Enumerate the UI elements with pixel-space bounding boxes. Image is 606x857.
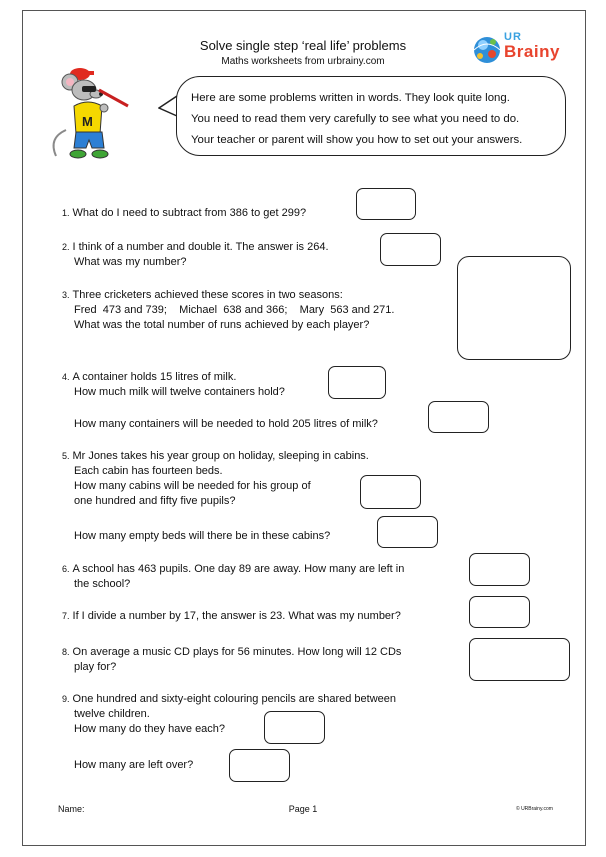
answer-box-2[interactable] <box>380 233 441 266</box>
question-6: 6. A school has 463 pupils. One day 89 are away. How many are left in the school? <box>62 563 405 590</box>
intro-speech-bubble <box>176 76 566 156</box>
question-9: 9. One hundred and sixty-eight colouring pencils are shared between twelve children. How many do they have each? <box>62 693 396 735</box>
answer-box-1[interactable] <box>356 188 416 220</box>
answer-box-8[interactable] <box>469 638 570 681</box>
logo-brainy: Brainy <box>504 42 560 61</box>
answer-box-5b[interactable] <box>377 516 438 548</box>
answer-box-4a[interactable] <box>328 366 386 399</box>
page-title: Solve single step ‘real life’ problems <box>199 38 407 53</box>
question-4-sub: How many containers will be needed to hold 205 litres of milk? <box>74 418 378 430</box>
name-label: Name: <box>58 804 85 814</box>
answer-box-9a[interactable] <box>264 711 325 744</box>
question-3: 3. Three cricketers achieved these scores in two seasons: Fred 473 and 739; Michael 638 and 366; Mary 563 and 271. What was the total number of runs achieved by each player? <box>62 289 395 331</box>
copyright: © URBrainy.com <box>516 806 553 812</box>
answer-box-4b[interactable] <box>428 401 489 433</box>
answer-box-3[interactable] <box>457 256 571 360</box>
speech-bubble-tail <box>158 94 178 124</box>
answer-box-7[interactable] <box>469 596 530 628</box>
question-5: 5. Mr Jones takes his year group on holiday, sleeping in cabins. Each cabin has fourteen beds. How many cabins will be needed for his group of one hundred and fifty five pupils? <box>62 450 369 507</box>
answer-box-5a[interactable] <box>360 475 421 509</box>
logo-ur: UR <box>504 31 522 43</box>
question-9-sub: How many are left over? <box>74 759 194 771</box>
question-4: 4. A container holds 15 litres of milk. How much milk will twelve containers hold? <box>62 371 285 398</box>
question-8: 8. On average a music CD plays for 56 minutes. How long will 12 CDs play for? <box>62 646 402 673</box>
answer-box-9b[interactable] <box>229 749 290 782</box>
answer-box-6[interactable] <box>469 553 530 586</box>
intro-line: Here are some problems written in words. They look quite long. <box>191 92 510 104</box>
question-1: 1. What do I need to subtract from 386 to get 299? <box>62 207 307 219</box>
intro-line: You need to read them very carefully to see what you need to do. <box>191 113 520 125</box>
urbrainy-logo <box>468 30 564 70</box>
question-5-sub: How many empty beds will there be in these cabins? <box>74 530 331 542</box>
mouse-mascot <box>44 68 144 168</box>
svg-text:M: M <box>82 114 93 129</box>
page-number: Page 1 <box>288 804 318 814</box>
page-subtitle: Maths worksheets from urbrainy.com <box>221 56 385 67</box>
question-7: 7. If I divide a number by 17, the answer is 23. What was my number? <box>62 610 401 622</box>
intro-line: Your teacher or parent will show you how to set out your answers. <box>191 134 523 146</box>
question-2: 2. I think of a number and double it. The answer is 264. What was my number? <box>62 241 329 268</box>
mouse-character-icon <box>44 68 144 168</box>
